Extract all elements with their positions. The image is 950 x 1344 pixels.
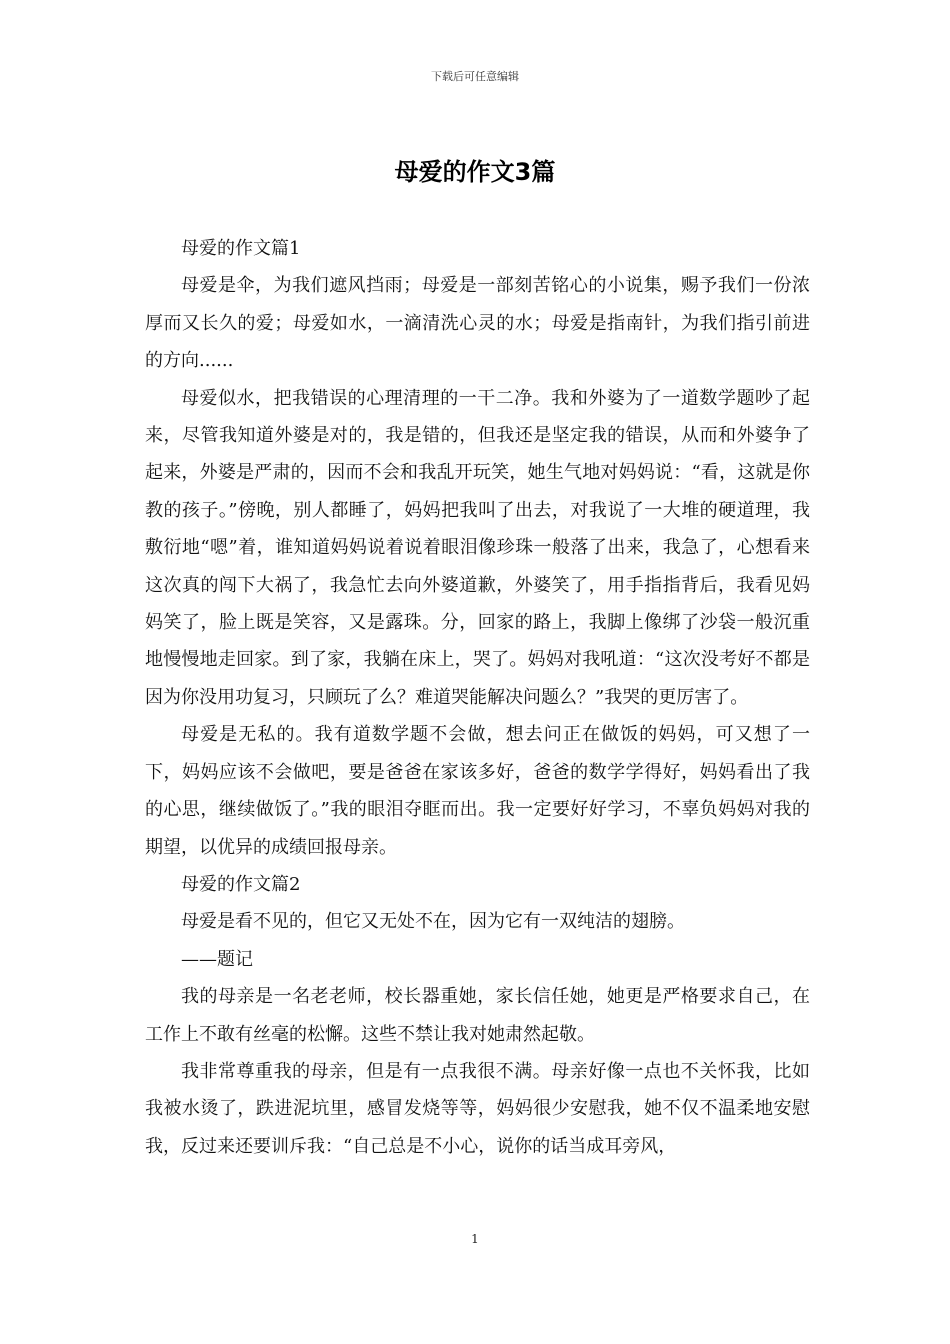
paragraph: 母爱是伞，为我们遮风挡雨；母爱是一部刻苦铭心的小说集，赐予我们一份浓厚而又长久的爱；母爱如水，一滴清洗心灵的水；母爱是指南针，为我们指引前进的方向......: [145, 275, 810, 372]
section-heading-2: 母爱的作文篇2: [181, 873, 301, 895]
paragraph: 我非常尊重我的母亲，但是有一点我很不满。母亲好像一点也不关怀我，比如我被水烫了，跌进泥坑里，感冒发烧等等，妈妈很少安慰我，她不仅不温柔地安慰我，反过来还要训斥我：“自己总是不小心，说你的话当成耳旁风，: [145, 1060, 810, 1157]
paragraph: 我的母亲是一名老老师，校长器重她，家长信任她，她更是严格要求自己，在工作上不敢有丝毫的松懈。这些不禁让我对她肃然起敬。: [145, 986, 810, 1045]
document-title: 母爱的作文3篇: [394, 158, 556, 186]
page-number: 1: [471, 1232, 479, 1246]
header-note: 下载后可任意编辑: [431, 70, 519, 83]
paragraph: 母爱似水，把我错误的心理清理的一干二净。我和外婆为了一道数学题吵了起来，尽管我知道外婆是对的，我是错的，但我还是坚定我的错误，从而和外婆争了起来，外婆是严肃的，因而不会和我乱开玩笑，她生气地对妈妈说：“看，这就是你教的孩子。”傍晚，别人都睡了，妈妈把我叫了出去，对我说了一大堆的硬道理，我敷衍地“嗯”着，谁知道妈妈说着说着眼泪像珍珠一般落了出来，我急了，心想看来这次真的闯下大祸了，我急忙去向外婆道歉，外婆笑了，用手指指背后，我看见妈妈笑了，脸上既是笑容，又是露珠。分，回家的路上，我脚上像绑了沙袋一般沉重地慢慢地走回家。到了家，我躺在床上，哭了。妈妈对我吼道：“这次没考好不都是因为你没用功复习，只顾玩了么？难道哭能解决问题么？”我哭的更厉害了。: [145, 387, 810, 708]
paragraph: 母爱是无私的。我有道数学题不会做，想去问正在做饭的妈妈，可又想了一下，妈妈应该不会做吧，要是爸爸在家该多好，爸爸的数学学得好，妈妈看出了我的心思，继续做饭了。”我的眼泪夺眶而出。我一定要好好学习，不辜负妈妈对我的期望，以优异的成绩回报母亲。: [145, 724, 810, 858]
document-body: [145, 230, 810, 1165]
epigraph-attribution: ——题记: [181, 948, 253, 970]
epigraph: 母爱是看不见的，但它又无处不在，因为它有一双纯洁的翅膀。: [181, 911, 685, 933]
section-heading-1: 母爱的作文篇1: [181, 238, 301, 259]
